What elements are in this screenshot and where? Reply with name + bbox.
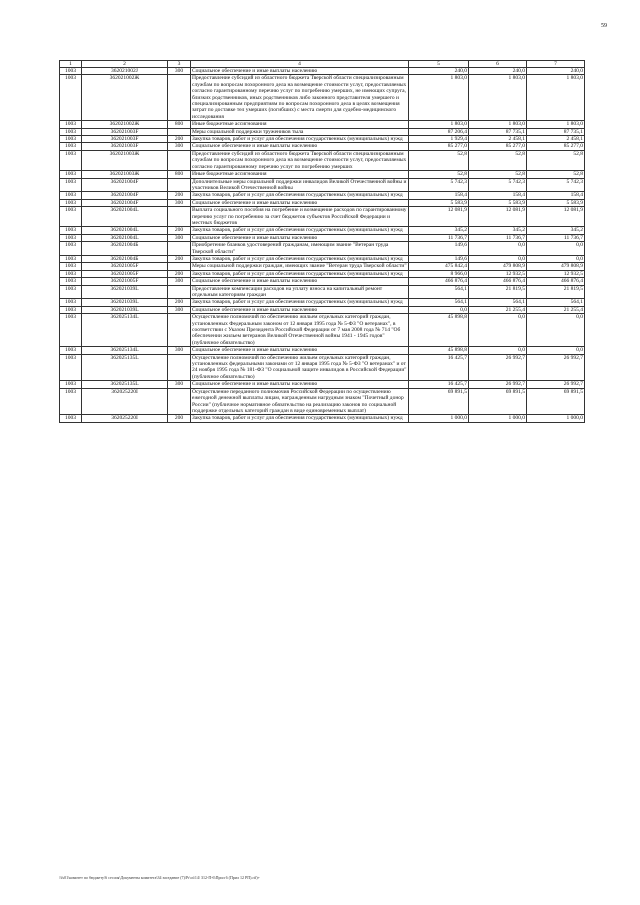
table-row bbox=[60, 314, 585, 347]
amount-year3-cell: 26 992,7 bbox=[527, 354, 585, 381]
target-article-cell: 362025134L bbox=[82, 347, 168, 354]
section-cell: 1003 bbox=[60, 285, 82, 299]
section-cell: 1003 bbox=[60, 388, 82, 415]
amount-year1-cell: 1 803,0 bbox=[409, 121, 469, 128]
table-row bbox=[60, 192, 585, 199]
amount-year2-cell: 26 992,7 bbox=[469, 354, 527, 381]
expense-type-cell: 300 bbox=[168, 306, 191, 313]
table-row bbox=[60, 347, 585, 354]
expense-type-cell: 300 bbox=[168, 199, 191, 206]
amount-year1-cell: 149,6 bbox=[409, 242, 469, 256]
target-article-cell: 362025220I bbox=[82, 388, 168, 415]
expense-type-cell: 300 bbox=[168, 234, 191, 241]
target-article-cell: 362021005F bbox=[82, 270, 168, 277]
description-cell: Предоставление субсидий из областного бюджета Тверской области специализированным службам по вопросам похоронного дела на возмещение стоимости услуг, предоставляемых согласно гарантированному перечню услуг по погребению умерших, не имеющих супруга, близких родственников, иных родственников либо законного представителя умершего и специализированным предприятиям по вопросам похоронного дела в целях возмещения затрат по доставке тел умерших (погибших) с места смерти для судебно-медицинского исследования bbox=[191, 75, 409, 121]
amount-year3-cell: 240,0 bbox=[527, 68, 585, 75]
section-cell: 1003 bbox=[60, 299, 82, 306]
amount-year3-cell: 21 255,4 bbox=[527, 306, 585, 313]
description-cell: Социальное обеспечение и иные выплаты населению bbox=[191, 234, 409, 241]
target-article-cell: 362021039L bbox=[82, 299, 168, 306]
amount-year1-cell: 85 277,0 bbox=[409, 143, 469, 150]
section-cell: 1003 bbox=[60, 68, 82, 75]
amount-year3-cell: 5 742,3 bbox=[527, 178, 585, 192]
section-cell: 1003 bbox=[60, 242, 82, 256]
description-cell: Осуществление полномочий по обеспечению жильем отдельных категорий граждан, установленных федеральными законами от 12 января 1995 года № 5-ФЗ "О ветеранах" и от 24 ноября 1995 года № 181-ФЗ "О социальной защите инвалидов в Российской Федерации" (публичное обязательство) bbox=[192, 354, 407, 380]
description-cell: Предоставление субсидий из областного бюджета Тверской области специализированным службам по вопросам похоронного дела на возмещение стоимости услуг, предоставляемых согласно гарантированному перечню услуг по погребению умерших bbox=[191, 150, 409, 170]
table-row bbox=[60, 68, 585, 75]
target-article-cell: 362021039L bbox=[82, 306, 168, 313]
description-cell: Приобретение бланков удостоверений гражданам, имеющим звание "Ветеран труда Тверской области" bbox=[191, 242, 409, 256]
amount-year2-cell: 466 876,4 bbox=[469, 278, 527, 285]
amount-year3-cell: 1 000,0 bbox=[527, 415, 585, 422]
file-path-footer: \\fs01\комитет по бюджету\6 сессия\Документы комитета\34 заседание (7)\Pr\ot\14\ 312-П-6\Прил 6 (Прил 12 РП).rtf)+ bbox=[59, 875, 260, 880]
table-row bbox=[60, 207, 585, 227]
target-article-cell: 362021002J bbox=[82, 68, 168, 75]
amount-year3-cell: 11 736,7 bbox=[527, 234, 585, 241]
amount-year1-cell: 240,0 bbox=[409, 68, 469, 75]
table-row bbox=[60, 285, 585, 299]
target-article-cell: 362021004F bbox=[82, 199, 168, 206]
amount-year2-cell: 85 277,0 bbox=[469, 143, 527, 150]
amount-year1-cell: 8 966,0 bbox=[409, 270, 469, 277]
amount-year3-cell: 5 583,9 bbox=[527, 199, 585, 206]
amount-year2-cell: 1 803,0 bbox=[469, 121, 527, 128]
amount-year3-cell: 564,1 bbox=[527, 299, 585, 306]
section-cell: 1003 bbox=[60, 255, 82, 262]
header-cell-4: 4 bbox=[191, 61, 409, 68]
amount-year3-cell: 87 735,1 bbox=[527, 128, 585, 135]
expense-type-cell: 800 bbox=[168, 121, 191, 128]
table-row bbox=[60, 415, 585, 422]
amount-year3-cell: 2 458,1 bbox=[527, 136, 585, 143]
expense-type-cell: 800 bbox=[168, 171, 191, 178]
header-row bbox=[60, 61, 585, 68]
target-article-cell: 362021004L bbox=[82, 207, 168, 227]
amount-year2-cell: 12 932,5 bbox=[469, 270, 527, 277]
section-cell: 1003 bbox=[60, 314, 82, 347]
expense-type-cell bbox=[168, 178, 191, 192]
table-row bbox=[60, 388, 585, 415]
expense-type-cell: 200 bbox=[168, 227, 191, 234]
expense-type-cell: 300 bbox=[168, 143, 191, 150]
amount-year3-cell: 1 803,0 bbox=[527, 75, 585, 121]
amount-year3-cell: 21 819,5 bbox=[527, 285, 585, 299]
amount-year1-cell: 345,2 bbox=[409, 227, 469, 234]
description-cell: Выплата социального пособия на погребение и возмещение расходов по гарантированному перечню услуг по погребению за счет бюджетов субъектов Российской Федерации и местных бюджетов bbox=[192, 207, 407, 226]
expense-type-cell: 200 bbox=[168, 136, 191, 143]
target-article-cell: 362021004F bbox=[82, 178, 168, 192]
amount-year2-cell: 0,0 bbox=[469, 314, 527, 347]
expense-type-cell: 200 bbox=[168, 192, 191, 199]
amount-year1-cell: 45 898,8 bbox=[409, 314, 469, 347]
expense-type-cell bbox=[168, 75, 191, 121]
section-cell: 1003 bbox=[60, 227, 82, 234]
table-row bbox=[60, 234, 585, 241]
section-cell: 1003 bbox=[60, 192, 82, 199]
amount-year3-cell: 1 803,0 bbox=[527, 121, 585, 128]
target-article-cell: 362021039L bbox=[82, 285, 168, 299]
description-cell: Закупка товаров, работ и услуг для обеспечения государственных (муниципальных) нужд bbox=[191, 192, 409, 199]
amount-year2-cell: 5 742,3 bbox=[469, 178, 527, 192]
target-article-cell: 362021002Ж bbox=[82, 75, 168, 121]
section-cell: 1003 bbox=[60, 171, 82, 178]
description-cell: Социальное обеспечение и иные выплаты населению bbox=[191, 199, 409, 206]
amount-year3-cell: 345,2 bbox=[527, 227, 585, 234]
amount-year2-cell: 0,0 bbox=[469, 242, 527, 256]
target-article-cell: 362021003Ж bbox=[82, 171, 168, 178]
header-cell-1: 1 bbox=[60, 61, 82, 68]
target-article-cell: 362025134L bbox=[82, 314, 168, 347]
budget-table bbox=[59, 60, 585, 423]
amount-year3-cell: 466 876,4 bbox=[527, 278, 585, 285]
expense-type-cell: 300 bbox=[168, 278, 191, 285]
amount-year1-cell: 1 803,0 bbox=[409, 75, 469, 121]
expense-type-cell: 200 bbox=[168, 299, 191, 306]
section-cell: 1003 bbox=[60, 207, 82, 227]
description-cell: Социальное обеспечение и иные выплаты населению bbox=[191, 347, 409, 354]
amount-year2-cell: 87 735,1 bbox=[469, 128, 527, 135]
amount-year2-cell: 1 000,0 bbox=[469, 415, 527, 422]
amount-year1-cell: 1 929,4 bbox=[409, 136, 469, 143]
description-cell: Иные бюджетные ассигнования bbox=[191, 171, 409, 178]
section-cell: 1003 bbox=[60, 270, 82, 277]
section-cell: 1003 bbox=[60, 234, 82, 241]
amount-year3-cell: 12 081,9 bbox=[527, 207, 585, 227]
description-cell: Закупка товаров, работ и услуг для обеспечения государственных (муниципальных) нужд bbox=[191, 255, 409, 262]
table-row bbox=[60, 143, 585, 150]
target-article-cell: 362021004Б bbox=[82, 255, 168, 262]
expense-type-cell: 300 bbox=[168, 381, 191, 388]
target-article-cell: 362025135L bbox=[82, 381, 168, 388]
expense-type-cell bbox=[168, 388, 191, 415]
description-cell: Меры социальной поддержки граждан, имеющих звание "Ветеран труда Тверской области" bbox=[192, 263, 407, 270]
description-cell: Социальное обеспечение и иные выплаты населению bbox=[191, 306, 409, 313]
expense-type-cell bbox=[168, 263, 191, 270]
amount-year3-cell: 0,0 bbox=[527, 242, 585, 256]
amount-year1-cell: 16 425,7 bbox=[409, 381, 469, 388]
amount-year2-cell: 479 808,9 bbox=[469, 263, 527, 270]
amount-year1-cell: 475 842,4 bbox=[409, 263, 469, 270]
expense-type-cell bbox=[168, 242, 191, 256]
section-cell: 1003 bbox=[60, 121, 82, 128]
amount-year3-cell: 52,8 bbox=[527, 150, 585, 170]
table-row bbox=[60, 178, 585, 192]
table-row bbox=[60, 270, 585, 277]
table-row bbox=[60, 381, 585, 388]
expense-type-cell bbox=[168, 128, 191, 135]
amount-year1-cell: 564,1 bbox=[409, 299, 469, 306]
target-article-cell: 362021003F bbox=[82, 128, 168, 135]
amount-year1-cell: 1 000,0 bbox=[409, 415, 469, 422]
page-number: 59 bbox=[601, 23, 607, 29]
amount-year2-cell: 12 081,9 bbox=[469, 207, 527, 227]
target-article-cell: 362021004L bbox=[82, 227, 168, 234]
expense-type-cell bbox=[168, 285, 191, 299]
target-article-cell: 362021002Ж bbox=[82, 121, 168, 128]
expense-type-cell bbox=[168, 207, 191, 227]
amount-year3-cell: 479 808,9 bbox=[527, 263, 585, 270]
description-cell: Социальное обеспечение и иные выплаты населению bbox=[191, 381, 409, 388]
header-cell-2: 2 bbox=[82, 61, 168, 68]
table-row bbox=[60, 171, 585, 178]
expense-type-cell: 300 bbox=[168, 347, 191, 354]
expense-type-cell bbox=[168, 150, 191, 170]
section-cell: 1003 bbox=[60, 381, 82, 388]
amount-year2-cell: 158,4 bbox=[469, 192, 527, 199]
table-row bbox=[60, 199, 585, 206]
amount-year1-cell: 0,0 bbox=[409, 306, 469, 313]
amount-year2-cell: 240,0 bbox=[469, 68, 527, 75]
target-article-cell: 362021005F bbox=[82, 278, 168, 285]
table-row bbox=[60, 255, 585, 262]
amount-year1-cell: 45 898,8 bbox=[409, 347, 469, 354]
description-cell: Социальное обеспечение и иные выплаты населению bbox=[191, 278, 409, 285]
expense-type-cell: 200 bbox=[168, 270, 191, 277]
header-cell-7: 7 bbox=[527, 61, 585, 68]
target-article-cell: 362021004L bbox=[82, 234, 168, 241]
expense-type-cell: 200 bbox=[168, 415, 191, 422]
table-row bbox=[60, 121, 585, 128]
description-cell: Социальное обеспечение и иные выплаты населению bbox=[191, 143, 409, 150]
target-article-cell: 362021005F bbox=[82, 263, 168, 270]
amount-year1-cell: 69 891,5 bbox=[409, 388, 469, 415]
amount-year1-cell: 12 081,9 bbox=[409, 207, 469, 227]
table-body bbox=[60, 61, 585, 423]
amount-year3-cell: 26 992,7 bbox=[527, 381, 585, 388]
target-article-cell: 362021004Б bbox=[82, 242, 168, 256]
expense-type-cell bbox=[168, 314, 191, 347]
amount-year3-cell: 52,8 bbox=[527, 171, 585, 178]
description-cell: Закупка товаров, работ и услуг для обеспечения государственных (муниципальных) нужд bbox=[191, 415, 409, 422]
section-cell: 1003 bbox=[60, 150, 82, 170]
amount-year1-cell: 52,8 bbox=[409, 171, 469, 178]
target-article-cell: 362025220I bbox=[82, 415, 168, 422]
section-cell: 1003 bbox=[60, 143, 82, 150]
description-cell: Дополнительные меры социальной поддержки инвалидов Великой Отечественной войны и участников Великой Отечественной войны bbox=[191, 178, 409, 192]
amount-year2-cell: 1 803,0 bbox=[469, 75, 527, 121]
amount-year2-cell: 52,8 bbox=[469, 150, 527, 170]
amount-year2-cell: 0,0 bbox=[469, 347, 527, 354]
description-cell: Меры социальной поддержки тружеников тыла bbox=[191, 128, 409, 135]
table-row bbox=[60, 128, 585, 135]
target-article-cell: 362021004F bbox=[82, 192, 168, 199]
amount-year1-cell: 564,1 bbox=[409, 285, 469, 299]
table-row bbox=[60, 150, 585, 170]
amount-year1-cell: 5 742,3 bbox=[409, 178, 469, 192]
amount-year1-cell: 158,4 bbox=[409, 192, 469, 199]
section-cell: 1003 bbox=[60, 415, 82, 422]
amount-year3-cell: 12 932,5 bbox=[527, 270, 585, 277]
amount-year1-cell: 5 583,9 bbox=[409, 199, 469, 206]
section-cell: 1003 bbox=[60, 354, 82, 381]
amount-year2-cell: 21 255,4 bbox=[469, 306, 527, 313]
section-cell: 1003 bbox=[60, 178, 82, 192]
amount-year1-cell: 87 206,4 bbox=[409, 128, 469, 135]
header-cell-6: 6 bbox=[469, 61, 527, 68]
amount-year2-cell: 11 736,7 bbox=[469, 234, 527, 241]
amount-year2-cell: 26 992,7 bbox=[469, 381, 527, 388]
target-article-cell: 362021003Ж bbox=[82, 150, 168, 170]
section-cell: 1003 bbox=[60, 347, 82, 354]
table-row bbox=[60, 227, 585, 234]
amount-year1-cell: 466 876,4 bbox=[409, 278, 469, 285]
amount-year1-cell: 52,8 bbox=[409, 150, 469, 170]
description-cell: Социальное обеспечение и иные выплаты населению bbox=[191, 68, 409, 75]
table-row bbox=[60, 242, 585, 256]
description-cell: Закупка товаров, работ и услуг для обеспечения государственных (муниципальных) нужд bbox=[191, 136, 409, 143]
amount-year1-cell: 16 425,7 bbox=[409, 354, 469, 381]
expense-type-cell: 300 bbox=[168, 68, 191, 75]
amount-year2-cell: 345,2 bbox=[469, 227, 527, 234]
section-cell: 1003 bbox=[60, 278, 82, 285]
target-article-cell: 362025135L bbox=[82, 354, 168, 381]
amount-year2-cell: 5 583,9 bbox=[469, 199, 527, 206]
table-row bbox=[60, 299, 585, 306]
description-cell: Осуществление переданного полномочия Российской Федерации по осуществлению ежегодной денежной выплаты лицам, награжденным нагрудным знаком "Почетный донор России" (публичное нормативное обязательство на реализацию законов по социальной поддержке отдельных категорий граждан в виде единовременных выплат) bbox=[191, 388, 409, 415]
description-cell: Закупка товаров, работ и услуг для обеспечения государственных (муниципальных) нужд bbox=[191, 299, 409, 306]
amount-year2-cell: 564,1 bbox=[469, 299, 527, 306]
target-article-cell: 362021003F bbox=[82, 136, 168, 143]
table-row bbox=[60, 278, 585, 285]
section-cell: 1003 bbox=[60, 75, 82, 121]
amount-year3-cell: 0,0 bbox=[527, 347, 585, 354]
amount-year2-cell: 0,0 bbox=[469, 255, 527, 262]
amount-year3-cell: 0,0 bbox=[527, 255, 585, 262]
amount-year2-cell: 21 819,5 bbox=[469, 285, 527, 299]
section-cell: 1003 bbox=[60, 136, 82, 143]
description-cell: Закупка товаров, работ и услуг для обеспечения государственных (муниципальных) нужд bbox=[191, 227, 409, 234]
amount-year2-cell: 52,8 bbox=[469, 171, 527, 178]
table-row bbox=[60, 306, 585, 313]
table-row bbox=[60, 354, 585, 381]
target-article-cell: 362021003F bbox=[82, 143, 168, 150]
header-cell-5: 5 bbox=[409, 61, 469, 68]
description-cell: Иные бюджетные ассигнования bbox=[191, 121, 409, 128]
section-cell: 1003 bbox=[60, 263, 82, 270]
expense-type-cell bbox=[168, 354, 191, 381]
amount-year1-cell: 149,6 bbox=[409, 255, 469, 262]
table-row bbox=[60, 75, 585, 121]
description-cell: Осуществление полномочий по обеспечению жильем отдельных категорий граждан, установленных Федеральным законом от 12 января 1995 года № 5-ФЗ "О ветеранах", в соответствии с Указом Президента Российской Федерации от 7 мая 2008 года № 714 "Об обеспечении жильем ветеранов Великой Отечественной войны 1941 - 1945 годов" (публичное обязательство) bbox=[191, 314, 409, 347]
amount-year3-cell: 0,0 bbox=[527, 314, 585, 347]
description-cell: Закупка товаров, работ и услуг для обеспечения государственных (муниципальных) нужд bbox=[191, 270, 409, 277]
table-row bbox=[60, 136, 585, 143]
section-cell: 1003 bbox=[60, 128, 82, 135]
section-cell: 1003 bbox=[60, 199, 82, 206]
table-row bbox=[60, 263, 585, 270]
description-cell: Предоставление компенсации расходов на уплату взноса на капитальный ремонт отдельным категориям граждан bbox=[191, 285, 409, 299]
expense-type-cell: 200 bbox=[168, 255, 191, 262]
header-cell-3: 3 bbox=[168, 61, 191, 68]
amount-year2-cell: 69 891,5 bbox=[469, 388, 527, 415]
amount-year3-cell: 158,4 bbox=[527, 192, 585, 199]
amount-year3-cell: 85 277,0 bbox=[527, 143, 585, 150]
amount-year1-cell: 11 736,7 bbox=[409, 234, 469, 241]
amount-year2-cell: 2 458,1 bbox=[469, 136, 527, 143]
amount-year3-cell: 69 891,5 bbox=[527, 388, 585, 415]
section-cell: 1003 bbox=[60, 306, 82, 313]
